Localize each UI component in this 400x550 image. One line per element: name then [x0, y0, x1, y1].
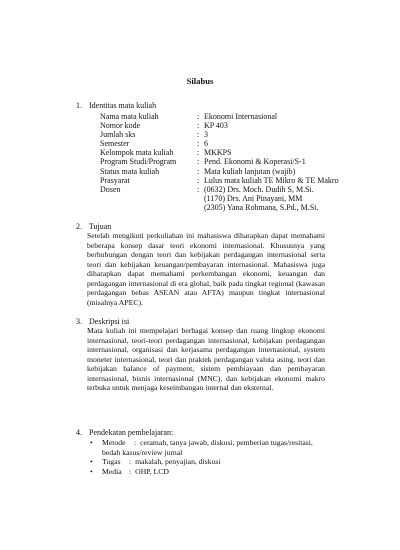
- section-2-title: Tujuan: [88, 222, 112, 231]
- approach-list: [90, 438, 330, 476]
- identity-colon: :: [197, 130, 200, 140]
- list-item: [90, 467, 330, 477]
- identity-colon: :: [197, 166, 200, 176]
- identity-label: Dosen: [100, 184, 121, 194]
- identity-label: Prasyarat: [100, 175, 130, 185]
- identity-value: Lulus mata kuliah TE Mikro & TE Makro: [204, 175, 339, 185]
- identity-label: Program Studi/Program: [100, 157, 177, 167]
- section-3-heading: [76, 317, 129, 326]
- section-2-number: 2.: [76, 222, 82, 231]
- identity-label: Nomor kode: [100, 121, 141, 131]
- list-item: [90, 457, 330, 467]
- identity-label: Semester: [100, 139, 130, 149]
- identity-value: (0632) Drs. Moch. Dudih S, M.Si.: [204, 184, 314, 194]
- section-4-title: Pendekatan pembelajaran:: [89, 428, 174, 437]
- bullet-icon: •: [90, 466, 93, 476]
- bullet-icon: •: [90, 457, 93, 466]
- section-2-heading: [76, 222, 111, 231]
- identity-colon: :: [197, 175, 200, 185]
- list-item: [90, 438, 330, 457]
- identity-colon: :: [197, 112, 200, 121]
- section-1-heading: [76, 101, 156, 110]
- page-title: Silabus: [186, 76, 214, 86]
- approach-colon: :: [134, 438, 137, 447]
- section-1-title: Identitas mata kuliah: [89, 101, 157, 110]
- identity-value: (2305) Yana Rohmana, S.Pd., M.Si.: [204, 202, 319, 212]
- identity-label: Nama mata kuliah: [100, 112, 159, 121]
- approach-value: makalah, penyajian, diskusi: [135, 457, 221, 466]
- section-4-heading: [76, 428, 173, 437]
- section-1-number: 1.: [76, 101, 82, 110]
- section-4-number: 4.: [76, 428, 82, 437]
- description-paragraph: Mata kuliah ini mempelajari berbagai konsep dan ruang lingkup ekonomi internasional, teori-teori perdagangan internasional, kebijakan perdagangan internasional, organisasi dan kerjasama perdagangan internasional, system moneter internasional, teori dan praktek perdagangan valuta asing, teori dan kebijakan balance of payment, sistem pembiayaan dan pembayaran internasional, bisnis internasional (MNC), dan kebijakan ekonomi makro terbuka untuk menjaga keseimbangan internal dan eksternal.: [87, 326, 325, 393]
- section-3-title: Deskripsi isi: [89, 317, 130, 326]
- identity-label: Jumlah sks: [100, 130, 136, 140]
- identity-value: KP 403: [204, 121, 228, 131]
- approach-label: Tugas: [102, 457, 121, 466]
- identity-value: 6: [204, 139, 208, 149]
- identity-value: MKKPS: [204, 148, 232, 158]
- identity-label: Kelompok mata kuliah: [100, 148, 174, 158]
- identity-colon: :: [197, 121, 200, 131]
- section-3-number: 3.: [76, 317, 82, 326]
- approach-colon: :: [129, 466, 132, 476]
- identity-colon: :: [197, 184, 200, 194]
- approach-label: Metode: [102, 438, 126, 447]
- identity-value: (1170) Drs. Ani Pinayani, MM: [204, 193, 303, 203]
- identity-colon: :: [197, 157, 200, 167]
- identity-value: 3: [204, 130, 208, 140]
- approach-value: OHP, LCD: [135, 466, 169, 476]
- identity-value: Mata kuliah lanjutan (wajib): [204, 166, 296, 176]
- identity-value: Pend. Ekonomi & Koperasi/S-1: [204, 157, 306, 167]
- approach-value: ceramah, tanya jawab, diskusi, pemberian tugas/resitasi, bedah kasus/review jurnal: [102, 438, 313, 457]
- approach-colon: :: [129, 457, 132, 466]
- identity-colon: :: [197, 139, 200, 149]
- objectives-paragraph: Setelah mengikuti perkuliahan ini mahasiswa diharapkan dapat memahami beberapa konsep dasar teori ekonomi internasional. Khususnya yang berhubungan dengan teori dan kebijakan perdagangan internasional serta teori dan kebijakan keuangan/pembayaran internasional. Mahasiswa juga diharapkan dapat memahami perkembangan ekonomi, keuangan dan perdagangan internasional di era global, baik pada tingkat regional (kawasan perdagangan bebas ASEAN atau AFTA) maupun tingkat internasional (misalnya APEC).: [87, 231, 325, 307]
- bullet-icon: •: [90, 438, 93, 447]
- approach-label: Media: [102, 466, 122, 476]
- identity-label: Status mata kuliah: [100, 166, 160, 176]
- identity-colon: :: [197, 148, 200, 158]
- identity-value: Ekonomi Internasional: [204, 112, 278, 121]
